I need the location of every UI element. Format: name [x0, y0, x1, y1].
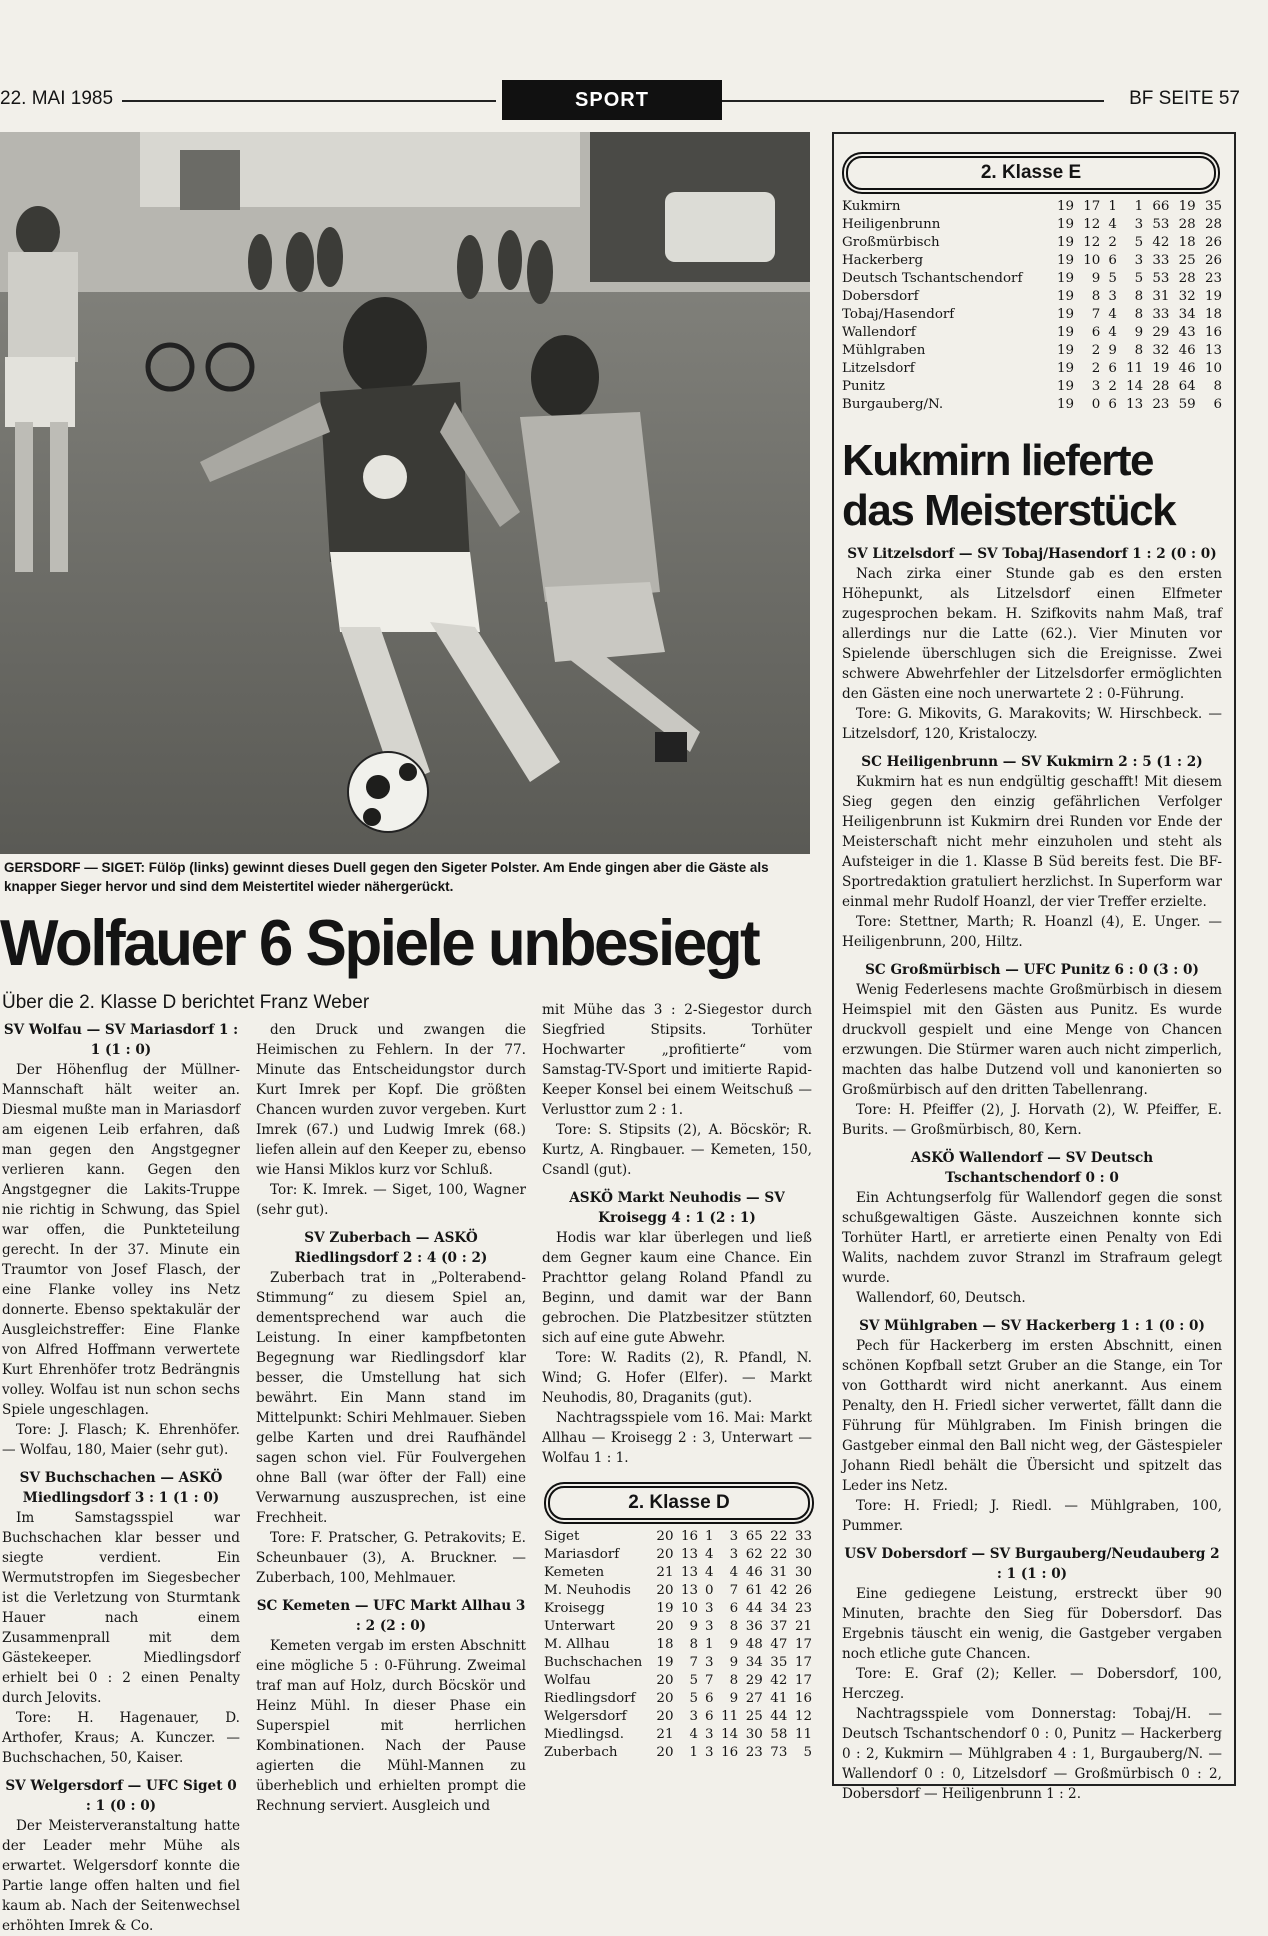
standings-row	[544, 1708, 812, 1726]
stat-cell: 5	[689, 1691, 699, 1706]
stat-cell: 4	[729, 1565, 739, 1580]
stat-cell: 0	[705, 1583, 714, 1598]
stat-cell: 13	[1126, 397, 1144, 412]
stat-cell: 8	[1091, 289, 1101, 304]
article-paragraph: Der Höhenflug der Müllner-Mannschaft hält weiter an. Diesmal mußte man in Mariasdorf am eigenen Leib erfahren, daß man gegen den Angstgegner verlieren kann. Gegen den Angstgegner die Lakits-Truppe nie richtig in Schwung, das Spiel war offen, die Punkteteilung gerecht. In der 37. Minute ein Traumtor von Josef Flasch, der eine Flanke volley ins Netz donnerte. Ebenso spektakulär der Ausgleichstreffer: Eine Flanke von Alfred Hoffmann verwertete Kurt Ehrenhöfer trotz Bedrängnis volley. Wolfau ist nun schon sechs Spiele ungeschlagen.	[2, 1062, 240, 1418]
standings-row	[842, 234, 1222, 252]
match-heading: ASKÖ Markt Neuhodis — SV Kroisegg 4 : 1 (2 : 1)	[569, 1190, 785, 1226]
stat-cell: 12	[794, 1709, 812, 1724]
photo-caption: GERSDORF — SIGET: Fülöp (links) gewinnt dieses Duell gegen den Sigeter Polster. Am Ende gingen aber die Gäste als knapper Sieger hervor und sind dem Meistertitel wieder nähergerückt.	[4, 860, 769, 894]
stat-cell: 12	[1083, 217, 1101, 232]
match-scorers: Tore: H. Friedl; J. Riedl. — Mühlgraben, 100, Pummer.	[842, 1498, 1222, 1534]
article-paragraph: Wallendorf, 60, Deutsch.	[856, 1290, 1026, 1306]
stat-cell: 28	[1152, 379, 1170, 394]
match-scorers: Tore: W. Radits (2), R. Pfandl, N. Wind; G. Hofer (Elfer). — Markt Neuhodis, 80, Draganits (gut).	[542, 1350, 812, 1406]
stat-cell: 42	[770, 1673, 788, 1688]
match-photo	[0, 132, 810, 854]
stat-cell: 3	[1134, 253, 1144, 268]
standings-row	[544, 1690, 812, 1708]
team-name: M. Neuhodis	[544, 1583, 631, 1598]
stat-cell: 20	[656, 1709, 674, 1724]
stat-cell: 53	[1152, 217, 1170, 232]
stat-cell: 8	[1213, 379, 1222, 394]
stat-cell: 4	[1108, 325, 1117, 340]
standings-row	[842, 360, 1222, 378]
article-paragraph: Pech für Hackerberg im ersten Abschnitt, einen schönen Kopfball setzt Gruber an die Stange, ein Tor von Gotthardt wird nicht anerkannt. Aus einem Penalty, den H. Friedl sicher verwertet, fällt dann die Führung für Mühlgraben. Im Finish bringen die Gastgeber einmal den Ball nicht weg, der Gästespieler Johann Riedl behält die Übersicht und spitzelt das Leder ins Netz.	[842, 1338, 1222, 1494]
stat-cell: 5	[803, 1745, 812, 1760]
team-name: Litzelsdorf	[842, 361, 915, 376]
standings-row	[842, 252, 1222, 270]
stat-cell: 5	[1134, 235, 1144, 250]
article-paragraph: Nach zirka einer Stunde gab es den ersten Höhepunkt, als Litzelsdorf einen Elfmeter zugesprochen bekam. H. Szifkovits nahm Maß, traf allerdings nur die Latte (62.). Vier Minuten vor Spielende überschlugen sich die Ereignisse. Zwei schwere Abwehrfehler der Litzelsdorfer ermöglichten den Gästen eine noch unerwartete 2 : 0-Führung.	[842, 566, 1222, 702]
team-name: Deutsch Tschantschendorf	[842, 271, 1023, 286]
stat-cell: 19	[1056, 253, 1074, 268]
match-scorers: Tore: E. Graf (2); Keller. — Dobersdorf, 100, Herczeg.	[842, 1666, 1222, 1702]
stat-cell: 31	[770, 1565, 788, 1580]
stat-cell: 21	[656, 1565, 674, 1580]
stat-cell: 23	[794, 1601, 812, 1616]
match-heading: SV Litzelsdorf — SV Tobaj/Hasendorf 1 : 2 (0 : 0)	[847, 546, 1217, 562]
stat-cell: 30	[794, 1547, 812, 1562]
match-heading: ASKÖ Wallendorf — SV Deutsch Tschantschendorf 0 : 0	[910, 1150, 1154, 1186]
article-column-3	[542, 1000, 812, 1468]
stat-cell: 32	[1178, 289, 1196, 304]
stat-cell: 20	[656, 1583, 674, 1598]
article-paragraph: den Druck und zwangen die Heimischen zu Fehlern. In der 77. Minute das Entscheidungstor durch Kurt Imrek per Kopf. Die größten Chancen wurden zuvor vergeben. Kurt Imrek (67.) und Ludwig Imrek (68.) liefen allein auf den Keeper zu, ebenso wie Hansi Miklos kurz vor Schluß.	[256, 1022, 526, 1178]
stat-cell: 31	[1152, 289, 1170, 304]
stat-cell: 19	[1056, 379, 1074, 394]
stat-cell: 19	[1056, 397, 1074, 412]
stat-cell: 9	[729, 1655, 739, 1670]
stat-cell: 1	[1108, 199, 1117, 214]
stat-cell: 65	[745, 1529, 763, 1544]
stat-cell: 10	[681, 1601, 699, 1616]
team-name: Welgersdorf	[544, 1709, 627, 1724]
stat-cell: 13	[1204, 343, 1222, 358]
stat-cell: 23	[1152, 397, 1170, 412]
stat-cell: 6	[1213, 397, 1222, 412]
stat-cell: 25	[745, 1709, 763, 1724]
stat-cell: 4	[1108, 307, 1117, 322]
stat-cell: 6	[1108, 253, 1117, 268]
stat-cell: 6	[1091, 325, 1101, 340]
stat-cell: 14	[721, 1727, 739, 1742]
stat-cell: 21	[794, 1619, 812, 1634]
match-scorers: Tore: H. Pfeiffer (2), J. Horvath (2), W. Pfeiffer, E. Burits. — Großmürbisch, 80, Kern.	[842, 1102, 1222, 1138]
stat-cell: 1	[705, 1637, 714, 1652]
stat-cell: 17	[794, 1673, 812, 1688]
stat-cell: 3	[729, 1529, 739, 1544]
stat-cell: 36	[745, 1619, 763, 1634]
stat-cell: 19	[656, 1655, 674, 1670]
stat-cell: 66	[1152, 199, 1170, 214]
stat-cell: 64	[1178, 379, 1196, 394]
stat-cell: 5	[1134, 271, 1144, 286]
match-scorers: Tore: Stettner, Marth; R. Hoanzl (4), E. Unger. — Heiligenbrunn, 200, Hiltz.	[842, 914, 1222, 950]
stat-cell: 32	[1152, 343, 1170, 358]
stat-cell: 37	[770, 1619, 788, 1634]
stat-cell: 19	[1056, 289, 1074, 304]
stat-cell: 7	[729, 1583, 739, 1598]
stat-cell: 28	[1178, 271, 1196, 286]
stat-cell: 20	[656, 1547, 674, 1562]
stat-cell: 34	[770, 1601, 788, 1616]
stat-cell: 20	[656, 1619, 674, 1634]
stat-cell: 19	[1204, 289, 1222, 304]
stat-cell: 3	[1091, 379, 1101, 394]
team-name: Mariasdorf	[544, 1547, 620, 1562]
stat-cell: 20	[656, 1745, 674, 1760]
stat-cell: 29	[1152, 325, 1170, 340]
stat-cell: 6	[705, 1691, 714, 1706]
stat-cell: 17	[794, 1637, 812, 1652]
stat-cell: 34	[745, 1655, 763, 1670]
team-name: Großmürbisch	[842, 235, 940, 250]
stat-cell: 8	[1134, 343, 1144, 358]
article-paragraph: Im Samstagsspiel war Buchschachen klar besser und siegte verdient. Ein Wermutstropfen im Siegesbecher ist die Verletzung von Sturmtank Hauer nach einem Zusammenprall mit dem Gästekeeper. Miedlingsdorf erhielt bei 0 : 2 einen Penalty durch Jelovits.	[2, 1510, 240, 1706]
standings-row	[544, 1600, 812, 1618]
nachtrag-note: Nachtragsspiele vom 16. Mai: Markt Allhau — Kroisegg 2 : 3, Unterwart — Wolfau 1 : 1.	[542, 1410, 812, 1466]
stat-cell: 48	[745, 1637, 763, 1652]
team-name: Kroisegg	[544, 1601, 605, 1616]
stat-cell: 2	[1091, 361, 1101, 376]
team-name: Kemeten	[544, 1565, 605, 1580]
stat-cell: 20	[656, 1691, 674, 1706]
stat-cell: 6	[729, 1601, 739, 1616]
stat-cell: 11	[1126, 361, 1144, 376]
stat-cell: 11	[794, 1727, 812, 1742]
stat-cell: 46	[1178, 361, 1196, 376]
article-paragraph: Ein Achtungserfolg für Wallendorf gegen die sonst schußgewaltigen Gäste. Auszeichnen konnte sich Torhüter Hartl, er arretierte einen Penalty von Edi Walits, nachdem zuvor Stranzl im Strafraum gelegt wurde.	[842, 1190, 1222, 1286]
stat-cell: 2	[1108, 379, 1117, 394]
stat-cell: 19	[1152, 361, 1170, 376]
soccer-duel-photo	[0, 132, 810, 854]
team-name: Dobersdorf	[842, 289, 919, 304]
article-paragraph: mit Mühe das 3 : 2-Siegestor durch Siegfried Stipsits. Torhüter Hochwarter „profitierte“ vom Samstag-TV-Sport und imitierte Rapid-Keeper Konsel bei einem Weitschuß — Verlusttor zum 2 : 1.	[542, 1002, 812, 1118]
stat-cell: 3	[705, 1745, 714, 1760]
match-heading: SV Buchschachen — ASKÖ Miedlingsdorf 3 : 1 (1 : 0)	[19, 1470, 223, 1506]
match-heading: SC Großmürbisch — UFC Punitz 6 : 0 (3 : 0)	[865, 962, 1199, 978]
page-header	[0, 78, 1240, 124]
match-heading: SV Mühlgraben — SV Hackerberg 1 : 1 (0 : 0)	[859, 1318, 1205, 1334]
stat-cell: 43	[1178, 325, 1196, 340]
stat-cell: 44	[770, 1709, 788, 1724]
stat-cell: 18	[656, 1637, 674, 1652]
standings-row	[842, 396, 1222, 414]
stat-cell: 1	[705, 1529, 714, 1544]
match-scorers: Tore: F. Pratscher, G. Petrakovits; E. Scheunbauer (3), A. Bruckner. — Zuberbach, 100, Mehlmauer.	[256, 1530, 526, 1586]
stat-cell: 23	[745, 1745, 763, 1760]
stat-cell: 8	[1134, 307, 1144, 322]
stat-cell: 42	[770, 1583, 788, 1598]
main-headline: Wolfauer 6 Spiele unbesiegt	[0, 907, 759, 980]
standings-row	[842, 288, 1222, 306]
stat-cell: 8	[729, 1619, 739, 1634]
match-heading: USV Dobersdorf — SV Burgauberg/Neudauberg 2 : 1 (1 : 0)	[844, 1546, 1220, 1582]
standings-row	[544, 1672, 812, 1690]
standings-row	[842, 306, 1222, 324]
team-name: Heiligenbrunn	[842, 217, 941, 232]
stat-cell: 9	[1134, 325, 1144, 340]
header-rule-left	[122, 100, 496, 102]
stat-cell: 21	[656, 1727, 674, 1742]
stat-cell: 28	[1178, 217, 1196, 232]
stat-cell: 3	[705, 1727, 714, 1742]
stat-cell: 42	[1152, 235, 1170, 250]
stat-cell: 20	[656, 1529, 674, 1544]
stat-cell: 26	[794, 1583, 812, 1598]
team-name: Siget	[544, 1529, 580, 1544]
match-heading: SV Zuberbach — ASKÖ Riedlingsdorf 2 : 4 (0 : 2)	[294, 1230, 488, 1266]
stat-cell: 8	[729, 1673, 739, 1688]
article-paragraph: Kukmirn hat es nun endgültig geschafft! Mit diesem Sieg gegen den einzig gefährlichen Verfolger Heiligenbrunn ist Kukmirn drei Runden vor Ende der Meisterschaft nicht mehr einzuholen und steht als Aufsteiger in die 1. Klasse B Süd bereits fest. Die BF-Sportredaktion gratuliert herzlichst. In Superform war einmal mehr Rudolf Hoanzl, der vier Treffer erzielte.	[842, 774, 1222, 910]
stat-cell: 4	[689, 1727, 699, 1742]
stat-cell: 19	[1056, 199, 1074, 214]
stat-cell: 26	[1204, 235, 1222, 250]
stat-cell: 9	[1091, 271, 1101, 286]
stat-cell: 33	[1152, 307, 1170, 322]
nachtrag-note: Nachtragsspiele vom Donnerstag: Tobaj/H. — Deutsch Tschantschendorf 0 : 0, Punitz — Hackerberg 0 : 2, Kukmirn — Mühlgraben 4 : 1, Burgauberg/N. — Wallendorf 0 : 0, Litzelsdorf — Großmürbisch 0 : 2, Dobersdorf — Heiligenbrunn 1 : 2.	[842, 1706, 1222, 1802]
standings-row	[842, 216, 1222, 234]
standings-d-title: 2. Klasse D	[548, 1486, 810, 1520]
standings-row	[842, 324, 1222, 342]
match-heading: SC Heiligenbrunn — SV Kukmirn 2 : 5 (1 : 2)	[861, 754, 1203, 770]
stat-cell: 46	[1178, 343, 1196, 358]
stat-cell: 17	[1083, 199, 1101, 214]
stat-cell: 73	[770, 1745, 788, 1760]
standings-row	[842, 378, 1222, 396]
stat-cell: 9	[1108, 343, 1117, 358]
stat-cell: 1	[1134, 199, 1144, 214]
stat-cell: 46	[745, 1565, 763, 1580]
section-label: SPORT	[502, 80, 722, 120]
article-paragraph: Wenig Federlesens machte Großmürbisch in diesem Heimspiel mit den Gästen aus Punitz. Es wurde druckvoll gespielt und eine Menge von Chancen erzwungen. Die Stürmer waren auch nicht zimperlich, machten das halbe Dutzend voll und kanonierten so Großmürbisch auf den dritten Tabellenrang.	[842, 982, 1222, 1098]
standings-row	[842, 342, 1222, 360]
stat-cell: 58	[770, 1727, 788, 1742]
byline: Über die 2. Klasse D berichtet Franz Weber	[2, 992, 370, 1013]
article-paragraph: Hodis war klar überlegen und ließ dem Gegner kaum eine Chance. Ein Prachttor gelang Roland Pfandl zu Beginn, und damit war der Bann gebrochen. Die Platzbesitzer stützten sich auf eine gute Abwehr.	[542, 1230, 812, 1346]
standings-row	[544, 1618, 812, 1636]
team-name: Punitz	[842, 379, 885, 394]
stat-cell: 19	[1056, 307, 1074, 322]
stat-cell: 13	[681, 1583, 699, 1598]
header-rule-right	[722, 100, 1104, 102]
stat-cell: 14	[1126, 379, 1144, 394]
stat-cell: 3	[705, 1601, 714, 1616]
page-number: BF SEITE 57	[1129, 88, 1240, 109]
stat-cell: 6	[1108, 397, 1117, 412]
stat-cell: 9	[689, 1619, 699, 1634]
team-name: Wolfau	[544, 1673, 591, 1688]
stat-cell: 6	[705, 1709, 714, 1724]
team-name: Buchschachen	[544, 1655, 643, 1670]
stat-cell: 16	[721, 1745, 739, 1760]
team-name: Kukmirn	[842, 199, 901, 214]
stat-cell: 5	[689, 1673, 699, 1688]
team-name: Miedlingsd.	[544, 1727, 624, 1742]
stat-cell: 16	[794, 1691, 812, 1706]
stat-cell: 10	[1204, 361, 1222, 376]
right-headline: Kukmirn lieferte das Meisterstück	[842, 436, 1176, 535]
standings-e-title: 2. Klasse E	[846, 156, 1216, 190]
team-name: Unterwart	[544, 1619, 615, 1634]
stat-cell: 19	[1056, 235, 1074, 250]
team-name: Wallendorf	[842, 325, 916, 340]
stat-cell: 22	[770, 1529, 788, 1544]
stat-cell: 33	[794, 1529, 812, 1544]
stat-cell: 7	[689, 1655, 699, 1670]
stat-cell: 19	[1178, 199, 1196, 214]
stat-cell: 41	[770, 1691, 788, 1706]
standings-row	[544, 1744, 812, 1762]
match-heading: SV Welgersdorf — UFC Siget 0 : 1 (0 : 0)	[5, 1778, 237, 1814]
stat-cell: 5	[1108, 271, 1117, 286]
stat-cell: 35	[1204, 199, 1222, 214]
stat-cell: 11	[721, 1709, 739, 1724]
stat-cell: 30	[794, 1565, 812, 1580]
stat-cell: 47	[770, 1637, 788, 1652]
stat-cell: 3	[705, 1655, 714, 1670]
stat-cell: 19	[1056, 343, 1074, 358]
team-name: Burgauberg/N.	[842, 397, 944, 412]
stat-cell: 28	[1204, 217, 1222, 232]
team-name: M. Allhau	[544, 1637, 610, 1652]
standings-row	[544, 1726, 812, 1744]
stat-cell: 2	[1108, 235, 1117, 250]
stat-cell: 25	[1178, 253, 1196, 268]
match-scorers: Tore: H. Hagenauer, D. Arthofer, Kraus; A. Kunczer. — Buchschachen, 50, Kaiser.	[2, 1710, 240, 1766]
stat-cell: 13	[681, 1565, 699, 1580]
stat-cell: 3	[729, 1547, 739, 1562]
stat-cell: 34	[1178, 307, 1196, 322]
stat-cell: 12	[1083, 235, 1101, 250]
stat-cell: 19	[1056, 217, 1074, 232]
stat-cell: 20	[656, 1673, 674, 1688]
stat-cell: 29	[745, 1673, 763, 1688]
article-paragraph: Der Meisterveranstaltung hatte der Leader mehr Mühe als erwartet. Welgersdorf konnte die Partie lange offen halten und fiel kaum ab. Nach der Seitenwechsel erhöhten Imrek & Co.	[2, 1818, 240, 1934]
stat-cell: 19	[1056, 325, 1074, 340]
match-scorers: Tore: J. Flasch; K. Ehrenhöfer. — Wolfau, 180, Maier (sehr gut).	[2, 1422, 240, 1458]
standings-row	[544, 1546, 812, 1564]
stat-cell: 4	[705, 1547, 714, 1562]
team-name: Tobaj/Hasendorf	[842, 307, 955, 322]
stat-cell: 27	[745, 1691, 763, 1706]
stat-cell: 13	[681, 1547, 699, 1562]
standings-row	[842, 270, 1222, 288]
stat-cell: 10	[1083, 253, 1101, 268]
article-column-2	[256, 1020, 526, 1816]
match-heading: SC Kemeten — UFC Markt Allhau 3 : 2 (2 : 0)	[256, 1598, 526, 1634]
stat-cell: 9	[729, 1637, 739, 1652]
stat-cell: 26	[1204, 253, 1222, 268]
standings-row	[842, 198, 1222, 216]
stat-cell: 3	[1134, 217, 1144, 232]
issue-date: 22. MAI 1985	[0, 88, 114, 109]
stat-cell: 4	[1108, 217, 1117, 232]
stat-cell: 8	[1134, 289, 1144, 304]
stat-cell: 3	[1108, 289, 1117, 304]
stat-cell: 19	[1056, 271, 1074, 286]
match-scorers: Tor: K. Imrek. — Siget, 100, Wagner (sehr gut).	[256, 1182, 526, 1218]
stat-cell: 16	[681, 1529, 699, 1544]
stat-cell: 22	[770, 1547, 788, 1562]
standings-row	[544, 1636, 812, 1654]
stat-cell: 19	[1056, 361, 1074, 376]
stat-cell: 61	[745, 1583, 763, 1598]
article-paragraph: Zuberbach trat in „Polterabend-Stimmung“ zu diesem Spiel an, dementsprechend war auch die Leistung. In einer kampfbetonten Begegnung war Riedlingsdorf klar besser, die Umstellung hat sich bewährt. Ein Mann stand im Mittelpunkt: Schiri Mehlmauer. Sieben gelbe Karten und drei Raufhändel sagen schon viel. Für Foulvergehen ohne Ball (war öfter der Fall) eine Verwarnung auszusprechen, ist eine Frechheit.	[256, 1270, 526, 1526]
team-name: Mühlgraben	[842, 343, 926, 358]
right-article-column	[842, 544, 1222, 1804]
stat-cell: 0	[1091, 397, 1101, 412]
stat-cell: 4	[705, 1565, 714, 1580]
match-heading: SV Wolfau — SV Mariasdorf 1 : 1 (1 : 0)	[3, 1022, 239, 1058]
team-name: Hackerberg	[842, 253, 924, 268]
stat-cell: 35	[770, 1655, 788, 1670]
standings-row	[544, 1564, 812, 1582]
standings-e-table	[842, 198, 1222, 414]
stat-cell: 19	[656, 1601, 674, 1616]
match-scorers: Tore: G. Mikovits, G. Marakovits; W. Hirschbeck. — Litzelsdorf, 120, Kristaloczy.	[842, 706, 1222, 742]
stat-cell: 7	[705, 1673, 714, 1688]
stat-cell: 17	[794, 1655, 812, 1670]
stat-cell: 3	[705, 1619, 714, 1634]
team-name: Riedlingsdorf	[544, 1691, 636, 1706]
stat-cell: 18	[1204, 307, 1222, 322]
stat-cell: 8	[689, 1637, 699, 1652]
team-name: Zuberbach	[544, 1745, 618, 1760]
stat-cell: 16	[1204, 325, 1222, 340]
stat-cell: 62	[745, 1547, 763, 1562]
stat-cell: 1	[689, 1745, 699, 1760]
stat-cell: 7	[1091, 307, 1101, 322]
stat-cell: 30	[745, 1727, 763, 1742]
match-scorers: Tore: S. Stipsits (2), A. Böcskör; R. Kurtz, A. Ringbauer. — Kemeten, 150, Csandl (gut).	[542, 1122, 812, 1178]
stat-cell: 59	[1178, 397, 1196, 412]
standings-row	[544, 1528, 812, 1546]
article-column-1	[2, 1020, 240, 1936]
article-paragraph: Kemeten vergab im ersten Abschnitt eine mögliche 5 : 0-Führung. Zweimal traf man auf Holz, durch Böcskör und Heinz Mühl. In dieser Phase ein Superspiel mit herrlichen Kombinationen. Nach der Pause agierten die Mühl-Mannen zu überheblich und erhielten prompt die Rechnung serviert. Ausgleich und	[256, 1638, 526, 1814]
stat-cell: 53	[1152, 271, 1170, 286]
stat-cell: 33	[1152, 253, 1170, 268]
stat-cell: 18	[1178, 235, 1196, 250]
standings-row	[544, 1582, 812, 1600]
stat-cell: 23	[1204, 271, 1222, 286]
article-paragraph: Eine gediegene Leistung, erstreckt über 90 Minuten, brachte den Sieg für Dobersdorf. Das Ergebnis täuscht ein wenig, die Gastgeber vergaben noch etliche gute Chancen.	[842, 1586, 1222, 1662]
stat-cell: 2	[1091, 343, 1101, 358]
stat-cell: 6	[1108, 361, 1117, 376]
stat-cell: 9	[729, 1691, 739, 1706]
standings-d-table	[544, 1528, 812, 1762]
standings-row	[544, 1654, 812, 1672]
stat-cell: 44	[745, 1601, 763, 1616]
stat-cell: 3	[689, 1709, 699, 1724]
